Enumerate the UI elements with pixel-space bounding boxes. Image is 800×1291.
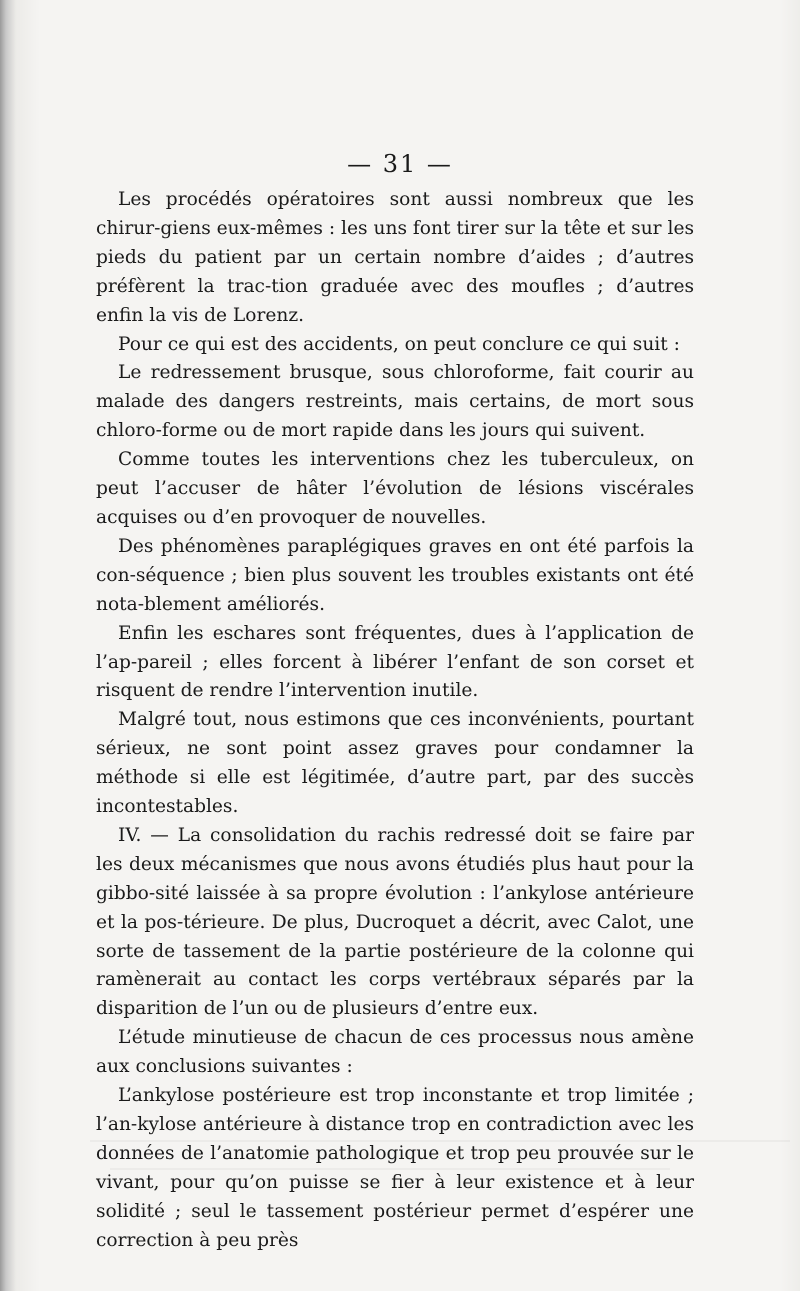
paragraph: Malgré tout, nous estimons que ces inconvénients, pourtant sérieux, ne sont point assez graves pour condamner la méthode si elle est légitimée, d’autre part, par des succès incontestables. [96,709,694,818]
paragraph: Des phénomènes paraplégiques graves en ont été parfois la con-séquence ; bien plus souvent les troubles existants ont été nota-blement améliorés. [96,535,694,615]
paragraph: L’étude minutieuse de chacun de ces processus nous amène aux conclusions suivantes : [96,1027,694,1078]
body-text [96,186,694,1256]
page-number: — 31 — [347,150,453,178]
paragraph: Comme toutes les interventions chez les tuberculeux, on peut l’accuser de hâter l’évolution de lésions viscérales acquises ou d’en provoquer de nouvelles. [96,449,694,528]
paragraph: Pour ce qui est des accidents, on peut conclure ce qui suit : [118,333,680,355]
paragraph: IV. — La consolidation du rachis redressé doit se faire par les deux mécanismes que nous avons étudiés plus haut pour la gibbo-sité laissée à sa propre évolution : l’ankylose antérieure et la pos-térieure. De plus, Ducroquet a décrit, avec Calot, une sorte de tassement de la partie postérieure de la colonne qui ramènerait au contact les corps vertébraux séparés par la disparition de l’un ou de plusieurs d’entre eux. [96,824,694,1020]
paragraph: L’ankylose postérieure est trop inconstante et trop limitée ; l’an-kylose antérieure à distance trop en contradiction avec les données de l’anatomie pathologique et trop peu prouvée sur le vivant, pour qu’on puisse se fier à leur existence et à leur solidité ; seul le tassement postérieur permet d’espérer une correction à peu près [96,1085,694,1251]
paragraph: Le redressement brusque, sous chloroforme, fait courir au malade des dangers restreints, mais certains, de mort sous chloro-forme ou de mort rapide dans les jours qui suivent. [96,362,694,442]
paragraph: Les procédés opératoires sont aussi nombreux que les chirur-giens eux-mêmes : les uns font tirer sur la tête et sur les pieds du patient par un certain nombre d’aides ; d’autres préfèrent la trac-tion graduée avec des moufles ; d’autres enfin la vis de Lorenz. [96,189,694,326]
paragraph: Enfin les eschares sont fréquentes, dues à l’application de l’ap-pareil ; elles forcent à libérer l’enfant de son corset et risquent de rendre l’intervention inutile. [96,622,694,702]
